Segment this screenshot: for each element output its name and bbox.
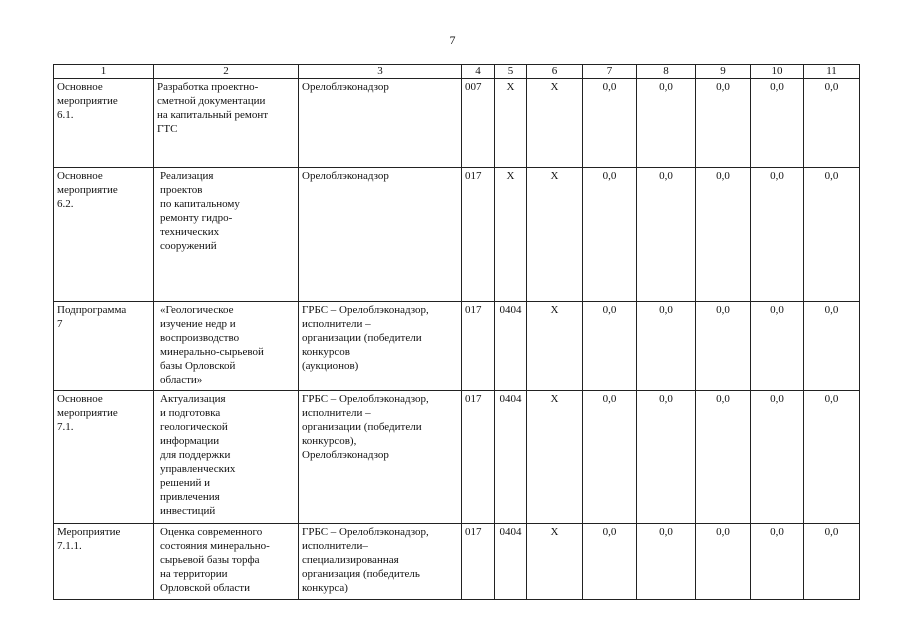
- value-cell: 0,0: [583, 302, 637, 391]
- code-cell: 007: [462, 79, 495, 168]
- value-cell: 0,0: [583, 168, 637, 302]
- code-cell: 017: [462, 168, 495, 302]
- row-name-cell: Основное мероприятие 6.2.: [54, 168, 154, 302]
- row-title-cell: Оценка современного состояния минерально- сырьевой базы торфа на территории Орловской области: [154, 524, 299, 600]
- column-header: 8: [637, 65, 696, 79]
- row-name-cell: Мероприятие 7.1.1.: [54, 524, 154, 600]
- value-cell: 0,0: [637, 524, 696, 600]
- code-cell: 017: [462, 524, 495, 600]
- column-header: 4: [462, 65, 495, 79]
- table-row: [54, 168, 860, 302]
- value-cell: 0,0: [696, 524, 751, 600]
- code-cell: 0404: [495, 524, 527, 600]
- code-cell: 017: [462, 391, 495, 524]
- value-cell: 0,0: [583, 79, 637, 168]
- column-header: 11: [804, 65, 860, 79]
- value-cell: 0,0: [751, 168, 804, 302]
- column-header: 6: [527, 65, 583, 79]
- value-cell: 0,0: [804, 302, 860, 391]
- row-executor-cell: ГРБС – Орелоблэконадзор, исполнители – организации (победители конкурсов), Орелоблэконадзор: [299, 391, 462, 524]
- row-name-cell: Подпрограмма 7: [54, 302, 154, 391]
- row-title-cell: Реализация проектов по капитальному ремонту гидро- технических сооружений: [154, 168, 299, 302]
- column-header: 3: [299, 65, 462, 79]
- code-cell: X: [527, 391, 583, 524]
- table-row: [54, 302, 860, 391]
- column-header: 1: [54, 65, 154, 79]
- code-cell: X: [527, 79, 583, 168]
- value-cell: 0,0: [696, 302, 751, 391]
- row-executor-cell: ГРБС – Орелоблэконадзор, исполнители– специализированная организация (победитель конкурса): [299, 524, 462, 600]
- code-cell: 017: [462, 302, 495, 391]
- code-cell: X: [495, 168, 527, 302]
- code-cell: 0404: [495, 391, 527, 524]
- row-executor-cell: Орелоблэконадзор: [299, 168, 462, 302]
- budget-table: [53, 64, 860, 600]
- row-name-cell: Основное мероприятие 7.1.: [54, 391, 154, 524]
- value-cell: 0,0: [637, 302, 696, 391]
- value-cell: 0,0: [804, 168, 860, 302]
- value-cell: 0,0: [583, 391, 637, 524]
- value-cell: 0,0: [804, 524, 860, 600]
- table-row: [54, 524, 860, 600]
- table-row: [54, 391, 860, 524]
- row-title-cell: Разработка проектно- сметной документации на капитальный ремонт ГТС: [154, 79, 299, 168]
- column-header: 10: [751, 65, 804, 79]
- value-cell: 0,0: [637, 168, 696, 302]
- code-cell: 0404: [495, 302, 527, 391]
- value-cell: 0,0: [637, 391, 696, 524]
- value-cell: 0,0: [751, 302, 804, 391]
- row-title-cell: «Геологическое изучение недр и воспроизводство минерально-сырьевой базы Орловской области»: [154, 302, 299, 391]
- value-cell: 0,0: [751, 79, 804, 168]
- value-cell: 0,0: [583, 524, 637, 600]
- code-cell: X: [527, 524, 583, 600]
- row-executor-cell: ГРБС – Орелоблэконадзор, исполнители – организации (победители конкурсов (аукционов): [299, 302, 462, 391]
- code-cell: X: [495, 79, 527, 168]
- value-cell: 0,0: [804, 391, 860, 524]
- page-number: 7: [449, 33, 456, 47]
- value-cell: 0,0: [696, 79, 751, 168]
- column-header: 7: [583, 65, 637, 79]
- row-executor-cell: Орелоблэконадзор: [299, 79, 462, 168]
- code-cell: X: [527, 168, 583, 302]
- value-cell: 0,0: [696, 168, 751, 302]
- column-header: 2: [154, 65, 299, 79]
- row-title-cell: Актуализация и подготовка геологической информации для поддержки управленческих решений и привлечения инвестиций: [154, 391, 299, 524]
- header-row: [54, 65, 860, 79]
- value-cell: 0,0: [751, 524, 804, 600]
- value-cell: 0,0: [804, 79, 860, 168]
- column-header: 9: [696, 65, 751, 79]
- code-cell: X: [527, 302, 583, 391]
- value-cell: 0,0: [751, 391, 804, 524]
- value-cell: 0,0: [696, 391, 751, 524]
- row-name-cell: Основное мероприятие 6.1.: [54, 79, 154, 168]
- column-header: 5: [495, 65, 527, 79]
- table-row: [54, 79, 860, 168]
- value-cell: 0,0: [637, 79, 696, 168]
